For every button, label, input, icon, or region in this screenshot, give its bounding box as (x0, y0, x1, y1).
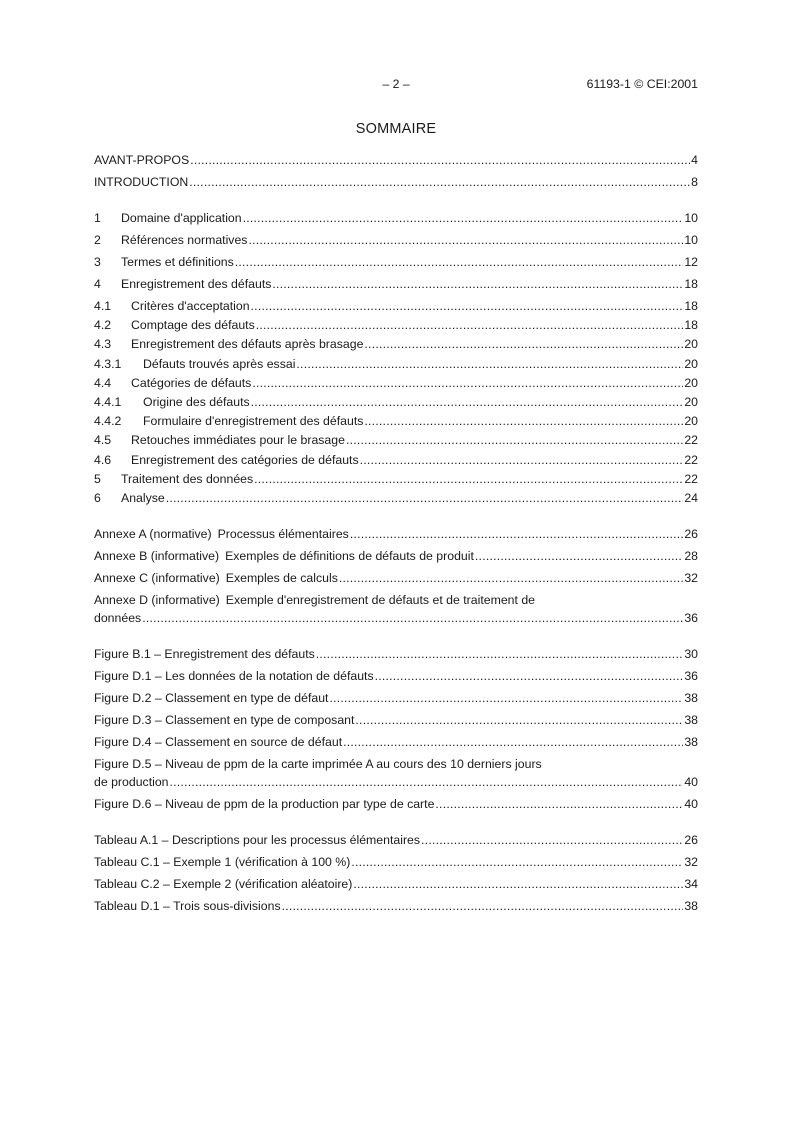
dot-leader (421, 833, 683, 847)
toc-label: Enregistrement des défauts (121, 277, 272, 291)
dot-leader (364, 414, 683, 428)
toc-label: Critères d'acceptation (131, 299, 250, 313)
toc-label: INTRODUCTION (94, 175, 189, 189)
toc-label: Figure D.3 – Classement en type de composant (94, 712, 355, 727)
toc-number: 4.3 (94, 337, 112, 352)
toc-label: Figure B.1 – Enregistrement des défauts (94, 646, 315, 661)
toc-label: Formulaire d'enregistrement des défauts (143, 414, 364, 429)
toc-page: 12 (684, 255, 698, 269)
toc-page: 38 (684, 712, 698, 727)
dot-leader (343, 735, 683, 749)
toc-page: 28 (684, 548, 698, 563)
dot-leader (339, 571, 683, 585)
dot-leader (256, 318, 684, 332)
toc-page: 38 (684, 734, 698, 749)
toc-number: 4.4.2 (94, 414, 122, 429)
toc-label-continued: de production (94, 774, 169, 789)
toc-page: 36 (684, 610, 698, 625)
toc-label: Comptage des défauts (131, 318, 255, 333)
toc-number: 4.5 (94, 433, 112, 448)
toc-page: 18 (684, 318, 698, 333)
toc-entry-section-4[interactable] (94, 275, 698, 297)
dot-leader (329, 691, 683, 705)
dot-leader (235, 255, 684, 269)
toc-number: Annexe B (informative) (94, 548, 220, 563)
toc-number: 4 (94, 277, 101, 291)
toc-number: 4.4.1 (94, 394, 122, 409)
toc-number: Annexe D (informative) (94, 592, 220, 607)
toc-page: 18 (684, 299, 698, 313)
toc-page: 8 (691, 175, 698, 189)
toc-label: Références normatives (121, 233, 248, 247)
toc-entry-annex-c[interactable] (94, 569, 698, 591)
toc-number: 1 (94, 211, 101, 225)
toc-label: Domaine d'application (121, 211, 242, 225)
dot-leader (353, 877, 683, 891)
dot-leader (296, 357, 683, 371)
toc-number: Annexe C (informative) (94, 570, 220, 585)
dot-leader (360, 453, 684, 467)
toc-label: Figure D.5 – Niveau de ppm de la carte imprimée A au cours des 10 derniers jours (94, 756, 542, 771)
toc-entry-annex-a[interactable] (94, 525, 698, 547)
dot-leader (316, 647, 684, 661)
toc-entry-section-4-4-2[interactable] (94, 412, 698, 431)
dot-leader (190, 153, 690, 167)
toc-entry-section-1[interactable] (94, 209, 698, 231)
toc-number: Annexe A (normative) (94, 526, 212, 541)
dot-leader (252, 376, 683, 390)
toc-entry-table-c1[interactable] (94, 853, 698, 875)
toc-entry-section-4-5[interactable] (94, 431, 698, 450)
toc-page: 40 (684, 796, 698, 811)
toc-page: 20 (684, 414, 698, 429)
toc-page: 10 (684, 211, 698, 225)
toc-label: Tableau C.2 – Exemple 2 (vérification aléatoire) (94, 876, 353, 891)
toc-entry-figure-d4[interactable] (94, 733, 698, 755)
toc-entry-annex-b[interactable] (94, 547, 698, 569)
toc-page: 36 (684, 668, 698, 683)
toc-label: Figure D.2 – Classement en type de défaut (94, 690, 329, 705)
toc-entry-figure-d2[interactable] (94, 689, 698, 711)
toc-entry-section-2[interactable] (94, 231, 698, 253)
toc-label: Tableau D.1 – Trois sous-divisions (94, 898, 281, 913)
toc-page: 32 (684, 570, 698, 585)
dot-leader (251, 299, 684, 313)
toc-label: Processus élémentaires (217, 526, 349, 541)
page-header (94, 77, 698, 93)
toc-entry-annex-d[interactable] (94, 591, 698, 631)
dot-leader (355, 713, 683, 727)
toc-entry-table-c2[interactable] (94, 875, 698, 897)
toc-label: Origine des défauts (143, 394, 250, 409)
toc-entry-figure-b1[interactable] (94, 645, 698, 667)
toc-label: Enregistrement des catégories de défauts (131, 452, 359, 467)
toc-label: Tableau C.1 – Exemple 1 (vérification à 100 %) (94, 854, 351, 869)
toc-number: 2 (94, 233, 101, 247)
toc-entry-section-4-3[interactable] (94, 335, 698, 354)
toc-number: 4.3.1 (94, 356, 122, 371)
toc-entry-figure-d5[interactable] (94, 755, 698, 795)
toc-entry-figure-d3[interactable] (94, 711, 698, 733)
dot-leader (350, 527, 684, 541)
toc-label: Traitement des données (121, 471, 254, 486)
toc-page: 18 (684, 277, 698, 291)
toc-entry-avant-propos[interactable] (94, 151, 698, 173)
dot-leader (272, 277, 683, 291)
toc-page: 26 (684, 832, 698, 847)
toc-page: 38 (684, 690, 698, 705)
dot-leader (475, 549, 683, 563)
toc-page: 40 (684, 774, 698, 789)
toc-page: 22 (684, 433, 698, 448)
toc-page: 20 (684, 337, 698, 352)
toc-entry-section-5[interactable] (94, 470, 698, 489)
toc-number: 4.2 (94, 318, 112, 333)
toc-label: Catégories de défauts (131, 375, 252, 390)
toc-label: Figure D.4 – Classement en source de défaut (94, 734, 343, 749)
toc-number: 4.4 (94, 375, 112, 390)
dot-leader (142, 611, 683, 625)
toc-entry-section-4-3-1[interactable] (94, 355, 698, 374)
page-number: – 2 – (382, 77, 410, 91)
toc-label-continued: données (94, 610, 142, 625)
toc-page: 26 (684, 526, 698, 541)
toc-number: 4.6 (94, 452, 112, 467)
toc-entry-section-4-4-1[interactable] (94, 393, 698, 412)
toc-label: Défauts trouvés après essai (143, 356, 296, 371)
dot-leader (248, 233, 683, 247)
dot-leader (351, 855, 683, 869)
dot-leader (243, 211, 684, 225)
dot-leader (364, 337, 683, 351)
toc-label: Retouches immédiates pour le brasage (131, 433, 345, 448)
toc-label: Figure D.1 – Les données de la notation de défauts (94, 668, 374, 683)
toc-number: 3 (94, 255, 101, 269)
toc-label: Exemple d'enregistrement de défauts et de traitement de (225, 592, 536, 607)
toc-number: 6 (94, 490, 101, 505)
toc-entry-section-3[interactable] (94, 253, 698, 275)
toc-label: Exemples de définitions de défauts de produit (225, 548, 474, 563)
toc-entry-figure-d6[interactable] (94, 795, 698, 817)
toc-number: 5 (94, 471, 101, 486)
toc-number: 4.1 (94, 299, 112, 313)
toc-page: 34 (684, 876, 698, 891)
dot-leader (189, 175, 690, 189)
toc-label: Figure D.6 – Niveau de ppm de la production par type de carte (94, 796, 435, 811)
dot-leader (346, 433, 683, 447)
toc-label: Termes et définitions (121, 255, 234, 269)
toc-entry-introduction[interactable] (94, 173, 698, 195)
toc-label: Enregistrement des défauts après brasage (131, 337, 364, 352)
page-title: SOMMAIRE (355, 121, 437, 137)
toc-page: 20 (684, 375, 698, 390)
dot-leader (435, 797, 683, 811)
dot-leader (170, 775, 684, 789)
toc-page: 22 (684, 471, 698, 486)
toc-label: Tableau A.1 – Descriptions pour les processus élémentaires (94, 832, 421, 847)
dot-leader (375, 669, 684, 683)
toc-page: 20 (684, 356, 698, 371)
toc-page: 24 (684, 490, 698, 505)
document-reference: 61193-1 © CEI:2001 (586, 77, 698, 91)
toc-entry-section-4-2[interactable] (94, 316, 698, 335)
toc-entry-section-4-4[interactable] (94, 374, 698, 393)
toc-page: 32 (684, 854, 698, 869)
toc-entry-figure-d1[interactable] (94, 667, 698, 689)
toc-label: Exemples de calculs (225, 570, 338, 585)
toc-page: 38 (684, 898, 698, 913)
toc-label: AVANT-PROPOS (94, 153, 190, 167)
dot-leader (282, 899, 684, 913)
toc-page: 10 (684, 233, 698, 247)
toc-entry-section-6[interactable] (94, 489, 698, 511)
toc-entry-section-4-6[interactable] (94, 451, 698, 470)
toc-page: 22 (684, 452, 698, 467)
table-of-contents (94, 151, 698, 919)
toc-page: 30 (684, 646, 698, 661)
toc-label: Analyse (121, 490, 165, 505)
toc-page: 20 (684, 394, 698, 409)
toc-entry-section-4-1[interactable] (94, 297, 698, 316)
toc-page: 4 (691, 153, 698, 167)
toc-entry-table-a1[interactable] (94, 831, 698, 853)
dot-leader (254, 472, 683, 486)
toc-entry-table-d1[interactable] (94, 897, 698, 919)
dot-leader (251, 395, 684, 409)
dot-leader (166, 491, 684, 505)
